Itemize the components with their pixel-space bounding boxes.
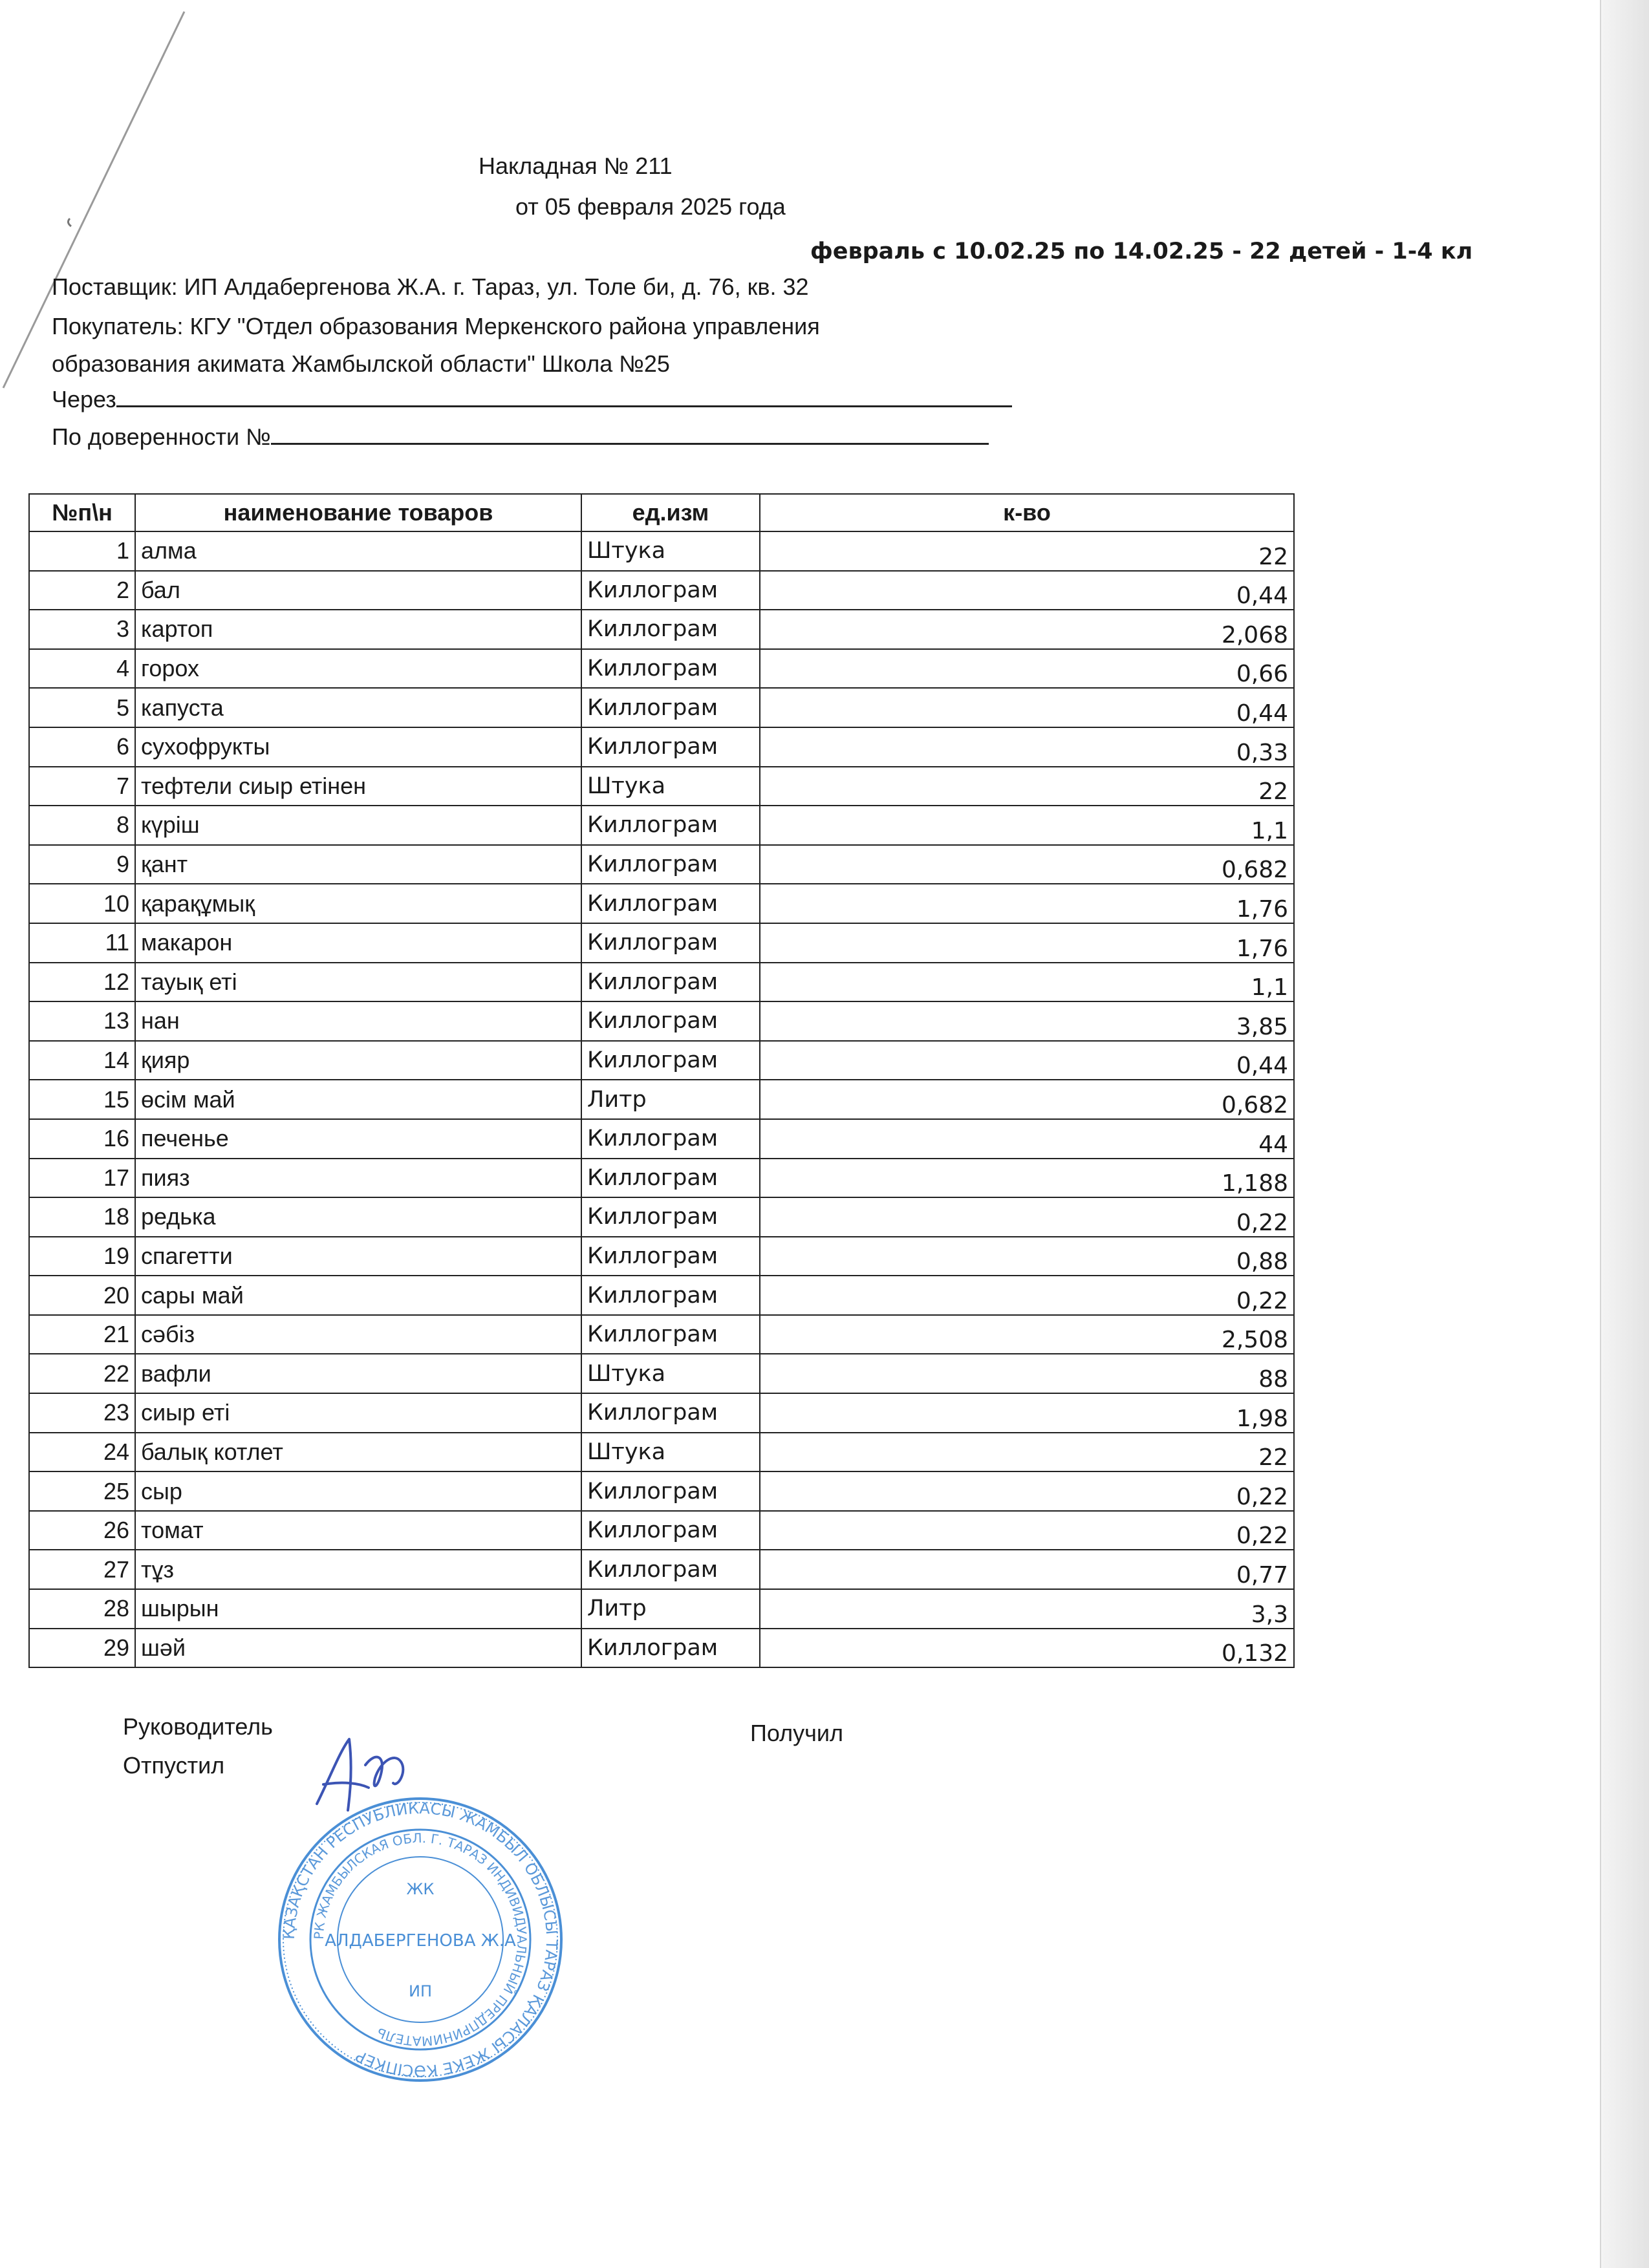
row-unit: Киллограм	[581, 845, 760, 884]
invoice-date: от 05 февраля 2025 года	[515, 193, 786, 220]
row-number: 5	[29, 688, 135, 727]
row-item-name: спагетти	[135, 1237, 581, 1276]
row-quantity: 0,22	[760, 1197, 1294, 1237]
row-item-name: өсім май	[135, 1080, 581, 1119]
row-quantity: 22	[760, 531, 1294, 571]
row-item-name: сыр	[135, 1471, 581, 1511]
row-unit: Киллограм	[581, 1511, 760, 1550]
row-quantity: 0,682	[760, 845, 1294, 884]
row-unit: Киллограм	[581, 1393, 760, 1433]
seal-stamp	[265, 1791, 576, 2088]
row-number: 22	[29, 1354, 135, 1393]
table-row	[29, 649, 1294, 689]
row-item-name: шырын	[135, 1589, 581, 1629]
row-number: 28	[29, 1589, 135, 1629]
table-row	[29, 1001, 1294, 1041]
row-unit: Штука	[581, 767, 760, 806]
invoice-title: Накладная № 211	[479, 153, 673, 179]
row-item-name: горох	[135, 649, 581, 689]
row-number: 12	[29, 963, 135, 1002]
table-row	[29, 1550, 1294, 1589]
table-row	[29, 1159, 1294, 1198]
row-item-name: картоп	[135, 610, 581, 649]
row-number: 16	[29, 1119, 135, 1159]
row-item-name: капуста	[135, 688, 581, 727]
table-row	[29, 1354, 1294, 1393]
row-quantity: 22	[760, 1433, 1294, 1472]
row-unit: Киллограм	[581, 1276, 760, 1315]
row-item-name: томат	[135, 1511, 581, 1550]
table-row	[29, 688, 1294, 727]
row-quantity: 1,1	[760, 806, 1294, 845]
via-label: Через	[52, 386, 116, 412]
via-blank-line	[116, 386, 1012, 407]
table-row	[29, 1511, 1294, 1550]
row-quantity: 1,98	[760, 1393, 1294, 1433]
row-unit: Киллограм	[581, 884, 760, 923]
row-unit: Киллограм	[581, 727, 760, 767]
row-item-name: бал	[135, 571, 581, 610]
row-number: 15	[29, 1080, 135, 1119]
row-quantity: 3,3	[760, 1589, 1294, 1629]
table-row	[29, 1080, 1294, 1119]
row-item-name: тефтели сиыр етінен	[135, 767, 581, 806]
table-row	[29, 1119, 1294, 1159]
table-row	[29, 845, 1294, 884]
row-item-name: балық котлет	[135, 1433, 581, 1472]
row-unit: Литр	[581, 1589, 760, 1629]
row-number: 17	[29, 1159, 135, 1198]
row-item-name: тауық еті	[135, 963, 581, 1002]
table-row	[29, 1197, 1294, 1237]
row-unit: Киллограм	[581, 649, 760, 689]
supplier-line: Поставщик: ИП Алдабергенова Ж.А. г. Тараз, ул. Толе би, д. 76, кв. 32	[52, 273, 809, 300]
row-unit: Киллограм	[581, 571, 760, 610]
proxy-blank-line	[271, 423, 989, 445]
row-unit: Киллограм	[581, 806, 760, 845]
row-unit: Киллограм	[581, 1197, 760, 1237]
table-row	[29, 806, 1294, 845]
table-row	[29, 610, 1294, 649]
scan-scratch-marks	[0, 0, 207, 401]
row-quantity: 0,33	[760, 727, 1294, 767]
row-number: 23	[29, 1393, 135, 1433]
row-item-name: сары май	[135, 1276, 581, 1315]
row-unit: Литр	[581, 1080, 760, 1119]
buyer-line-1: Покупатель: КГУ "Отдел образования Меркенского района управления	[52, 313, 820, 339]
table-row	[29, 1433, 1294, 1472]
row-quantity: 0,22	[760, 1471, 1294, 1511]
row-quantity: 0,682	[760, 1080, 1294, 1119]
row-quantity: 0,44	[760, 688, 1294, 727]
row-number: 6	[29, 727, 135, 767]
row-unit: Киллограм	[581, 610, 760, 649]
row-unit: Киллограм	[581, 1471, 760, 1511]
row-number: 3	[29, 610, 135, 649]
stamp-bottom-text: ИП	[409, 1982, 432, 2000]
table-header-row	[29, 494, 1294, 531]
row-quantity: 0,132	[760, 1629, 1294, 1668]
row-number: 11	[29, 923, 135, 963]
row-unit: Киллограм	[581, 963, 760, 1002]
row-unit: Киллограм	[581, 1237, 760, 1276]
table-row	[29, 1471, 1294, 1511]
proxy-field	[52, 423, 989, 451]
table-row	[29, 884, 1294, 923]
row-quantity: 44	[760, 1119, 1294, 1159]
row-number: 29	[29, 1629, 135, 1668]
table-row	[29, 1589, 1294, 1629]
row-number: 10	[29, 884, 135, 923]
row-unit: Киллограм	[581, 688, 760, 727]
table-row	[29, 1276, 1294, 1315]
goods-table-body	[29, 531, 1294, 1667]
row-number: 25	[29, 1471, 135, 1511]
row-number: 21	[29, 1315, 135, 1354]
row-number: 13	[29, 1001, 135, 1041]
row-number: 20	[29, 1276, 135, 1315]
table-row	[29, 1629, 1294, 1668]
buyer-line-2: образования акимата Жамбылской области" Школа №25	[52, 350, 670, 377]
row-item-name: қант	[135, 845, 581, 884]
row-number: 19	[29, 1237, 135, 1276]
row-item-name: күріш	[135, 806, 581, 845]
table-row	[29, 1315, 1294, 1354]
row-item-name: шәй	[135, 1629, 581, 1668]
row-quantity: 2,508	[760, 1315, 1294, 1354]
row-number: 24	[29, 1433, 135, 1472]
table-row	[29, 727, 1294, 767]
row-item-name: алма	[135, 531, 581, 571]
scan-edge-shadow	[1600, 0, 1649, 2268]
row-item-name: сәбіз	[135, 1315, 581, 1354]
table-row	[29, 1041, 1294, 1080]
stamp-outer-ring-text: ҚАЗАҚСТАН РЕСПУБЛИКАСЫ ЖАМБЫЛ ОБЛЫСЫ ТАРАЗ ҚАЛАСЫ ЖЕКЕ КӘСІПКЕР	[279, 1799, 561, 2081]
row-item-name: қарақұмық	[135, 884, 581, 923]
row-unit: Киллограм	[581, 1159, 760, 1198]
released-label: Отпустил	[123, 1752, 225, 1779]
row-quantity: 1,188	[760, 1159, 1294, 1198]
header-unit: ед.изм	[581, 494, 760, 531]
via-field	[52, 386, 1012, 413]
row-item-name: вафли	[135, 1354, 581, 1393]
row-item-name: макарон	[135, 923, 581, 963]
table-row	[29, 571, 1294, 610]
row-quantity: 0,22	[760, 1511, 1294, 1550]
proxy-label: По доверенности №	[52, 423, 271, 450]
row-unit: Киллограм	[581, 1119, 760, 1159]
header-quantity: к-во	[760, 494, 1294, 531]
row-quantity: 22	[760, 767, 1294, 806]
row-quantity: 0,88	[760, 1237, 1294, 1276]
manager-label: Руководитель	[123, 1713, 273, 1740]
stamp-top-text: ЖК	[406, 1880, 435, 1898]
row-number: 18	[29, 1197, 135, 1237]
row-number: 2	[29, 571, 135, 610]
row-number: 14	[29, 1041, 135, 1080]
row-item-name: тұз	[135, 1550, 581, 1589]
table-row	[29, 1393, 1294, 1433]
row-quantity: 3,85	[760, 1001, 1294, 1041]
row-number: 8	[29, 806, 135, 845]
table-row	[29, 531, 1294, 571]
row-quantity: 0,22	[760, 1276, 1294, 1315]
row-quantity: 88	[760, 1354, 1294, 1393]
row-quantity: 0,44	[760, 571, 1294, 610]
row-unit: Киллограм	[581, 1001, 760, 1041]
row-item-name: нан	[135, 1001, 581, 1041]
table-row	[29, 1237, 1294, 1276]
row-number: 9	[29, 845, 135, 884]
row-unit: Киллограм	[581, 1550, 760, 1589]
row-unit: Штука	[581, 531, 760, 571]
received-label: Получил	[750, 1720, 843, 1746]
row-unit: Киллограм	[581, 923, 760, 963]
row-unit: Киллограм	[581, 1041, 760, 1080]
row-unit: Киллограм	[581, 1315, 760, 1354]
row-unit: Штука	[581, 1433, 760, 1472]
row-number: 1	[29, 531, 135, 571]
stamp-name-text: АЛДАБЕРГЕНОВА Ж.А	[325, 1931, 516, 1951]
table-row	[29, 923, 1294, 963]
row-item-name: пияз	[135, 1159, 581, 1198]
row-quantity: 1,76	[760, 923, 1294, 963]
row-item-name: печенье	[135, 1119, 581, 1159]
row-quantity: 0,77	[760, 1550, 1294, 1589]
table-row	[29, 767, 1294, 806]
stamp-inner-ring-text: РК ЖАМБЫЛСКАЯ ОБЛ. Г. ТАРАЗ ИНДИВИДУАЛЬНЫЙ ПРЕДПРИНИМАТЕЛЬ	[310, 1830, 530, 2049]
row-quantity: 2,068	[760, 610, 1294, 649]
row-number: 26	[29, 1511, 135, 1550]
row-item-name: редька	[135, 1197, 581, 1237]
row-item-name: сиыр еті	[135, 1393, 581, 1433]
row-number: 7	[29, 767, 135, 806]
table-row	[29, 963, 1294, 1002]
row-quantity: 0,44	[760, 1041, 1294, 1080]
row-unit: Штука	[581, 1354, 760, 1393]
row-number: 4	[29, 649, 135, 689]
row-quantity: 0,66	[760, 649, 1294, 689]
row-number: 27	[29, 1550, 135, 1589]
row-quantity: 1,1	[760, 963, 1294, 1002]
row-quantity: 1,76	[760, 884, 1294, 923]
delivery-period: февраль с 10.02.25 по 14.02.25 - 22 детей - 1-4 кл	[810, 239, 1473, 264]
row-item-name: қияр	[135, 1041, 581, 1080]
row-unit: Киллограм	[581, 1629, 760, 1668]
header-item-name: наименование товаров	[135, 494, 581, 531]
row-item-name: сухофрукты	[135, 727, 581, 767]
goods-table	[28, 493, 1295, 1668]
header-number: №п\н	[29, 494, 135, 531]
